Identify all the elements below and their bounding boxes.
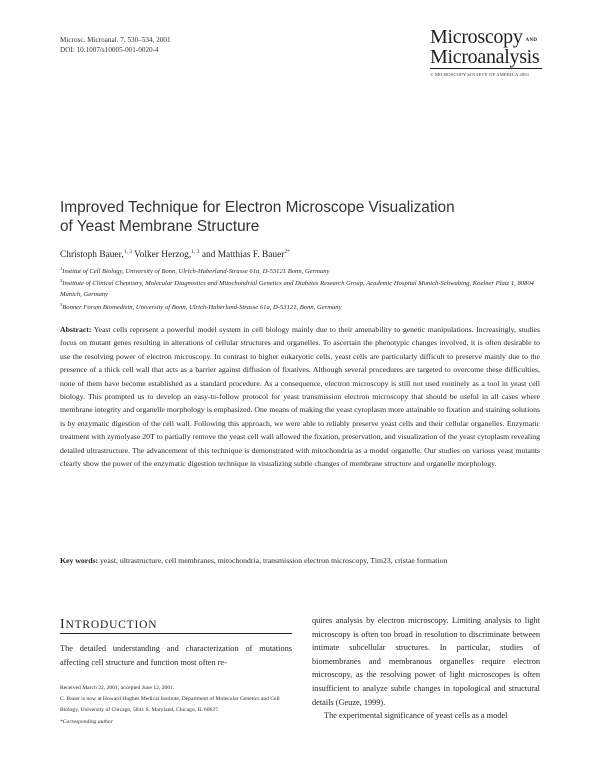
logo-rule	[430, 68, 542, 69]
received-date: Received March 22, 2001; accepted June 12, 2001.	[60, 685, 175, 691]
heading-initial: I	[60, 617, 66, 632]
logo-and: AND	[525, 38, 538, 43]
affiliation-mark: 1	[60, 266, 63, 271]
intro-paragraph: The experimental significance of yeast cells as a model	[324, 711, 508, 721]
corresponding-author: *Corresponding author	[60, 718, 113, 725]
society-copyright: © MICROSCOPY SOCIETY OF AMERICA 2001	[430, 72, 530, 77]
article-title: Improved Technique for Electron Microscope Visualization of Yeast Membrane Structure	[60, 199, 455, 235]
logo-word-microscopy: Microscopy	[430, 26, 523, 48]
author-affiliation-mark: 1, 3	[123, 249, 132, 255]
keywords-text: yeast, ultrastructure, cell membranes, mitochondria, transmission electron microscopy, Tim23, cristae formation	[100, 556, 448, 565]
intro-right-column	[312, 614, 540, 723]
keywords-label: Key words:	[60, 556, 99, 565]
doi: DOI: 10.1007/s10005-001-0020-4	[60, 45, 159, 54]
intro-left-column: The detailed understanding and characterization of mutations affecting cell structure and function most often re-	[60, 644, 292, 667]
author-name: and Matthias F. Bauer	[199, 250, 285, 261]
author-affiliation-mark: 1, 3	[191, 249, 200, 255]
section-heading-introduction	[60, 617, 157, 633]
affiliation-text: Bonner Forum Biomedizin, University of Bonn, Ulrich-Haberland-Strasse 61a, D-53121, Bonn, Germany	[62, 304, 342, 312]
intro-paragraph: quires analysis by electron microscopy. Limiting analysis to light microscopy is often too broad in resolution to discriminate between intimate subcellular structures. In particular, studies of biomembranes and membranous organelles require electron microscopy, as the resolving power of light microscopes is often insufficient to analyze subtle changes in topological and structural details (Geuze, 1999).	[312, 616, 540, 707]
abstract-text: Yeast cells represent a powerful model system in cell biology mainly due to their amenability to genetic manipulations. Increasingly, studies focus on mutant genes resulting in alterations of cellular structures and organelles. To ascertain the phenotypic changes involved, it is often desirable to use the resolving power of electron microscopy. In contrast to higher eukaryotic cells, yeast cells are particularly difficult to preserve mainly due to the presence of a thick cell wall that acts as a barrier against diffusion of fixatives. Although several procedures are targeted to overcome these difficulties, none of them have become established as a standard procedure. As a consequence, electron microscopy is still not used routinely as a tool in yeast cell biology. This prompted us to develop an easy-to-follow protocol for yeast transmission electron microscopy that should be useful in all cases where membrane integrity and organelle morphology is emphasized. One means of making the yeast cytoplasm more attainable to fixation and staining solutions is by enzymatic digestion of the cell wall. Following this approach, we were able to reliably preserve yeast cells and their cellular organelles. Enzymatic treatment with zymolyase 20T to partially remove the yeast cell wall allowed the fixation, preservation, and visualization of the yeast cytoplasm revealing detailed ultrastructure. The advancement of this technique is demonstrated with mitochondria as a model organelle. Our studies on various yeast mutants clearly show the power of the enzymatic digestion technique in visualizing subtle changes of membrane structure and organelle morphology.	[60, 325, 541, 469]
heading-rule	[60, 633, 292, 634]
heading-rest: NTRODUCTION	[65, 619, 158, 631]
author-name: Volker Herzog,	[131, 250, 192, 261]
author-list	[60, 249, 290, 260]
affiliation-text: Institute of Clinical Chemistry, Molecular Diagnostics and Mitochondrial Genetics and Diabetes Research Group, Academic Hospital Munich-Schwabing, Koelner Platz 1, 80804 Munich, Germany	[60, 280, 534, 298]
affiliation-text: Institut of Cell Biology, University of Bonn, Ulrich-Haberland-Strasse 61a, D-53121 Bonn, Germany	[62, 268, 330, 276]
abstract-label: Abstract:	[60, 325, 92, 334]
journal-logo	[430, 26, 542, 68]
logo-word-microanalysis: Microanalysis	[430, 46, 540, 68]
author-note: C. Bauer is now at Howard Hughes Medical Institute, Department of Molecular Genetics and Cell Biology, University of Chicago, 5841 S. Maryland, Chicago, IL 60637.	[60, 696, 280, 714]
citation-block	[60, 36, 171, 56]
footnotes	[60, 683, 292, 728]
affiliation	[60, 276, 538, 300]
keywords	[60, 554, 540, 567]
affiliation-mark: 3	[60, 302, 63, 307]
abstract	[60, 323, 540, 470]
author-name: Christoph Bauer,	[60, 250, 124, 261]
affiliation-mark: 2	[60, 278, 63, 283]
author-affiliation-mark: 2*	[284, 249, 290, 255]
journal-citation: Microsc. Microanal. 7, 530–534, 2001	[60, 36, 171, 44]
affiliation	[60, 300, 540, 314]
